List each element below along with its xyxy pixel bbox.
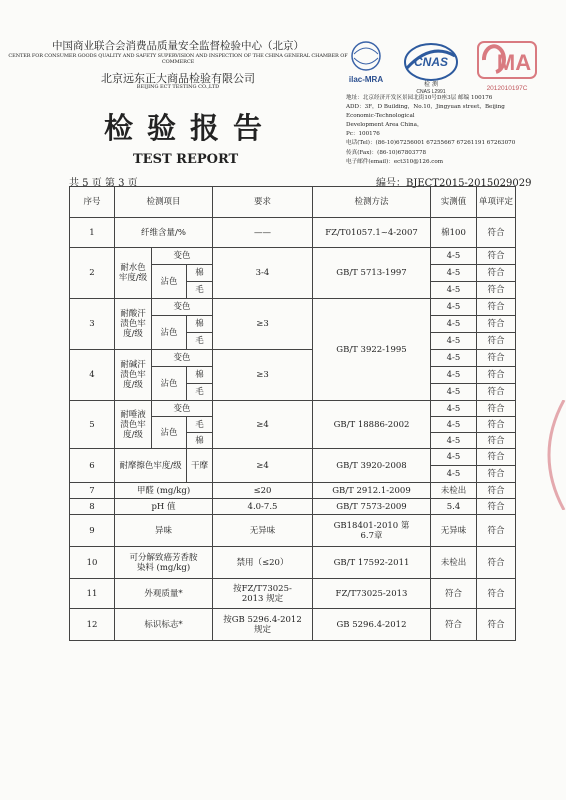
row-value: 4-5 xyxy=(431,367,477,384)
row-evaluation: 符合 xyxy=(477,466,516,483)
row-no: 6 xyxy=(70,449,115,483)
page-count: 共 5 页 第 3 页 xyxy=(69,178,138,189)
row-method: GB/T 5713-1997 xyxy=(313,248,431,299)
cnas-sub-label: 检 测 xyxy=(424,81,438,88)
sub-item-fiber: 毛 xyxy=(187,333,213,350)
row-evaluation: 符合 xyxy=(477,609,516,641)
address-line: 传真(Fax)：(86-10)67803778 xyxy=(346,149,427,156)
row-requirement: ≥4 xyxy=(213,401,313,449)
address-line: 地址：北京经济开发区景园北街10号D座3层 邮编 100176 xyxy=(346,95,493,101)
row-item: 外观质量* xyxy=(115,579,213,609)
row-item: 可分解致癌芳香胺染料 (mg/kg) xyxy=(115,547,213,579)
sub-item: 变色 xyxy=(152,299,213,316)
ilac-label: ilac-MRA xyxy=(348,75,384,84)
row-method: GB/T 17592-2011 xyxy=(313,547,431,579)
report-number: 编号：BJECT2015-2015029029 xyxy=(376,178,532,189)
row-value: 符合 xyxy=(431,579,477,609)
row-value: 未检出 xyxy=(431,547,477,579)
table-row xyxy=(70,515,516,547)
sub-item: 沾色 xyxy=(152,417,187,449)
sub-item-fiber: 毛 xyxy=(187,384,213,401)
cnas-label: CNAS xyxy=(413,55,449,69)
cnas-logo xyxy=(401,38,461,94)
header-no: 序号 xyxy=(70,187,115,218)
sub-item: 干摩 xyxy=(187,449,213,483)
row-no: 8 xyxy=(70,499,115,515)
row-value: 4-5 xyxy=(431,449,477,466)
sub-item: 变色 xyxy=(152,248,213,265)
row-requirement: ≤20 xyxy=(213,483,313,499)
row-value: 4-5 xyxy=(431,316,477,333)
row-no: 12 xyxy=(70,609,115,641)
row-evaluation: 符合 xyxy=(477,499,516,515)
address-line: Pc：100176 xyxy=(346,131,380,138)
row-value: 4-5 xyxy=(431,384,477,401)
address-line: 电子邮件(email)：ect310@126.com xyxy=(346,158,444,165)
row-evaluation: 符合 xyxy=(477,449,516,466)
inspection-stamp xyxy=(528,400,566,518)
row-value: 4-5 xyxy=(431,401,477,417)
sub-item: 沾色 xyxy=(152,316,187,350)
row-item: 纤维含量/% xyxy=(115,218,213,248)
row-value: 未检出 xyxy=(431,483,477,499)
header-item: 检测项目 xyxy=(115,187,213,218)
cma-label: MA xyxy=(496,50,532,75)
address-line: Economic-Technological xyxy=(346,113,415,120)
table-row xyxy=(70,218,516,248)
row-requirement: 按GB 5296.4-2012规定 xyxy=(213,609,313,641)
sub-item: 变色 xyxy=(152,401,213,417)
row-method: GB 5296.4-2012 xyxy=(313,609,431,641)
row-value: 4-5 xyxy=(431,299,477,316)
row-no: 11 xyxy=(70,579,115,609)
row-item: pH 值 xyxy=(115,499,213,515)
row-item: 甲醛 (mg/kg) xyxy=(115,483,213,499)
table-row xyxy=(70,299,516,316)
row-evaluation: 符合 xyxy=(477,316,516,333)
row-evaluation: 符合 xyxy=(477,483,516,499)
row-value: 4-5 xyxy=(431,248,477,265)
row-evaluation: 符合 xyxy=(477,384,516,401)
cma-number: 2012010197C xyxy=(486,85,528,92)
cnas-number: CNAS L2991 xyxy=(416,89,446,94)
row-evaluation: 符合 xyxy=(477,417,516,433)
cma-logo xyxy=(474,40,540,94)
row-evaluation: 符合 xyxy=(477,248,516,265)
center-name-en: CENTER FOR CONSUMER GOODS QUALITY AND SAFETY SUPERVISION AND INSPECTION OF THE CHINA GENERAL CHAMBER OF COMMERCE xyxy=(8,53,348,65)
row-method: FZ/T73025-2013 xyxy=(313,579,431,609)
table-row xyxy=(70,483,516,499)
sub-item-fiber: 棉 xyxy=(187,433,213,449)
row-requirement: 无异味 xyxy=(213,515,313,547)
row-value: 4-5 xyxy=(431,466,477,483)
row-value: 5.4 xyxy=(431,499,477,515)
row-value: 4-5 xyxy=(431,433,477,449)
row-item: 耐酸汗渍色牢度/级 xyxy=(115,299,152,350)
row-item: 耐碱汗渍色牢度/级 xyxy=(115,350,152,401)
table-row xyxy=(70,401,516,417)
row-method: GB/T 2912.1-2009 xyxy=(313,483,431,499)
table-row xyxy=(70,547,516,579)
row-evaluation: 符合 xyxy=(477,299,516,316)
row-no: 9 xyxy=(70,515,115,547)
header-evaluation: 单项评定 xyxy=(477,187,516,218)
row-evaluation: 符合 xyxy=(477,333,516,350)
row-requirement: 3-4 xyxy=(213,248,313,299)
row-evaluation: 符合 xyxy=(477,547,516,579)
sub-item: 沾色 xyxy=(152,367,187,401)
row-requirement: ≥3 xyxy=(213,350,313,401)
sub-item-fiber: 毛 xyxy=(187,282,213,299)
row-method: GB/T 18886-2002 xyxy=(313,401,431,449)
header-method: 检测方法 xyxy=(313,187,431,218)
sub-item-fiber: 棉 xyxy=(187,265,213,282)
row-no: 10 xyxy=(70,547,115,579)
row-no: 7 xyxy=(70,483,115,499)
table-row xyxy=(70,499,516,515)
row-item: 耐水色牢度/级 xyxy=(115,248,152,299)
row-no: 1 xyxy=(70,218,115,248)
report-title-cn: 检验报告 xyxy=(104,111,277,145)
row-evaluation: 符合 xyxy=(477,350,516,367)
address-line: 电话(Tel)：(86-10)67256001 67255667 67261191 67263070 xyxy=(346,140,516,147)
row-item: 耐唾液渍色牢度/级 xyxy=(115,401,152,449)
row-requirement: 按FZ/T73025-2013 规定 xyxy=(213,579,313,609)
address-line: Development Area China， xyxy=(346,122,423,129)
row-item: 异味 xyxy=(115,515,213,547)
address-line: ADD：3F，D Building，No.10，Jingyuan street，Beijing xyxy=(346,104,505,111)
table-row xyxy=(70,609,516,641)
row-evaluation: 符合 xyxy=(477,579,516,609)
sub-item-fiber: 棉 xyxy=(187,316,213,333)
row-evaluation: 符合 xyxy=(477,433,516,449)
row-evaluation: 符合 xyxy=(477,401,516,417)
row-item: 耐摩擦色牢度/级 xyxy=(115,449,187,483)
company-name-en: BEIJING ECT TESTING CO.,LTD xyxy=(136,84,220,90)
row-value: 4-5 xyxy=(431,265,477,282)
table-row xyxy=(70,579,516,609)
results-table xyxy=(69,186,516,641)
sub-item: 沾色 xyxy=(152,265,187,299)
sub-item: 变色 xyxy=(152,350,213,367)
header-value: 实测值 xyxy=(431,187,477,218)
row-value: 无异味 xyxy=(431,515,477,547)
row-value: 符合 xyxy=(431,609,477,641)
row-requirement: 禁用（≤20） xyxy=(213,547,313,579)
row-requirement: ≥3 xyxy=(213,299,313,350)
row-evaluation: 符合 xyxy=(477,515,516,547)
row-value: 4-5 xyxy=(431,282,477,299)
row-method: GB/T 3920-2008 xyxy=(313,449,431,483)
row-evaluation: 符合 xyxy=(477,265,516,282)
address-block xyxy=(346,94,561,167)
report-title-en: TEST REPORT xyxy=(133,152,239,167)
ilac-mra-logo xyxy=(342,40,390,84)
header-requirement: 要求 xyxy=(213,187,313,218)
row-no: 3 xyxy=(70,299,115,350)
row-evaluation: 符合 xyxy=(477,282,516,299)
table-row xyxy=(70,350,516,367)
sub-item-fiber: 棉 xyxy=(187,367,213,384)
row-method: FZ/T01057.1~4-2007 xyxy=(313,218,431,248)
row-method: GB/T 7573-2009 xyxy=(313,499,431,515)
row-value: 4-5 xyxy=(431,333,477,350)
row-no: 5 xyxy=(70,401,115,449)
row-value: 4-5 xyxy=(431,417,477,433)
row-no: 4 xyxy=(70,350,115,401)
company-name-cn: 北京远东正大商品检验有限公司 xyxy=(101,72,255,85)
row-value: 4-5 xyxy=(431,350,477,367)
row-method: GB/T 3922-1995 xyxy=(313,299,431,401)
row-value: 棉100 xyxy=(431,218,477,248)
row-evaluation: 符合 xyxy=(477,218,516,248)
row-no: 2 xyxy=(70,248,115,299)
table-row xyxy=(70,449,516,466)
center-name-cn: 中国商业联合会消费品质量安全监督检验中心（北京） xyxy=(52,40,304,52)
row-item: 标识标志* xyxy=(115,609,213,641)
row-requirement: ≥4 xyxy=(213,449,313,483)
row-requirement: 4.0-7.5 xyxy=(213,499,313,515)
sub-item-fiber: 毛 xyxy=(187,417,213,433)
row-requirement: —— xyxy=(213,218,313,248)
row-method: GB18401-2010 第6.7章 xyxy=(313,515,431,547)
table-row xyxy=(70,248,516,265)
table-header-row xyxy=(70,187,516,218)
row-evaluation: 符合 xyxy=(477,367,516,384)
